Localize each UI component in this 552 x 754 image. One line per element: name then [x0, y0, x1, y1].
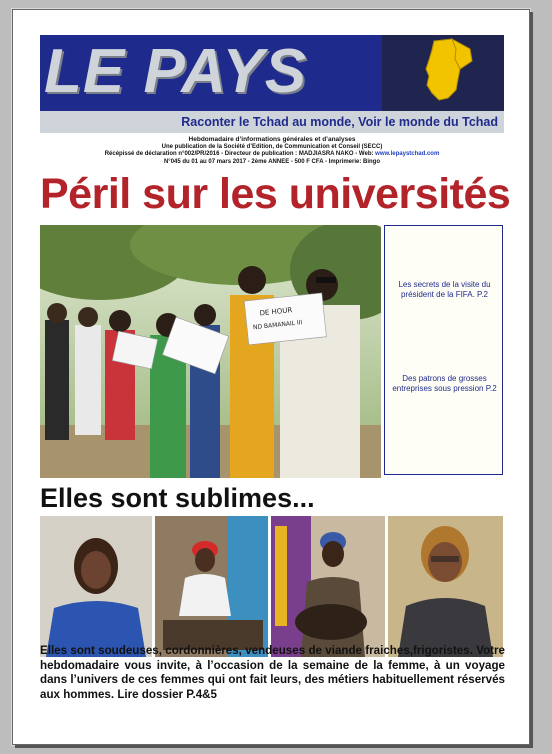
- publication-info: [40, 136, 504, 166]
- issue-line: [40, 159, 504, 167]
- protest-sign-text-2: ND BAMANAIL III: [252, 319, 303, 332]
- declaration-text: Récépissé de déclaration n°002/PR/2016 - Directeur de publication : MADJIASRA NAKO - Web:: [104, 151, 376, 157]
- photo-woman-4: [388, 516, 503, 657]
- newspaper-logo: LE PAYS: [44, 37, 308, 106]
- protest-sign-text-1: DE HOUR: [259, 306, 293, 318]
- declaration-line: [40, 151, 504, 159]
- main-headline: Péril sur les universités: [40, 170, 511, 218]
- sidebar-box: [384, 225, 503, 475]
- website-link[interactable]: www.lepaystchad.com: [375, 151, 440, 157]
- photo-woman-1: [40, 516, 152, 657]
- sidebar-item-patrons[interactable]: Des patrons de grosses entreprises sous pression P.2: [392, 374, 497, 393]
- masthead: [40, 35, 504, 133]
- section-subhead: Elles sont sublimes...: [40, 483, 315, 513]
- main-photo: [40, 225, 381, 478]
- chad-map-icon: [382, 35, 504, 111]
- tagline: Raconter le Tchad au monde, Voir le monde du Tchad: [40, 111, 504, 133]
- article-body: Elles sont soudeuses, cordonnières, vendeuses de viande fraiches,frigoristes. Votre hebdomadaire vous invite, à l’occasion de la semaine de la femme, à un voyage dans l’univers de ces femmes qui ont fait leurs, des métiers habituellement réservés aux hommes. Lire dossier P.4&5: [40, 644, 505, 701]
- sidebar-item-fifa[interactable]: Les secrets de la visite du président de la FIFA. P.2: [398, 280, 491, 299]
- photo-woman-3: [271, 516, 385, 657]
- issue-text: N°045 du 01 au 07 mars 2017 - 2ème ANNEE - 500 F CFA - Imprimerie: Bingo: [163, 158, 381, 165]
- publisher-line: Une publication de la Société d’Edition, de Communication et Conseil (SECC): [161, 143, 383, 150]
- photo-woman-2: [155, 516, 268, 657]
- newspaper-front-page: [12, 9, 530, 745]
- publication-type: Hebdomadaire d’informations générales et d’analyses: [188, 136, 356, 143]
